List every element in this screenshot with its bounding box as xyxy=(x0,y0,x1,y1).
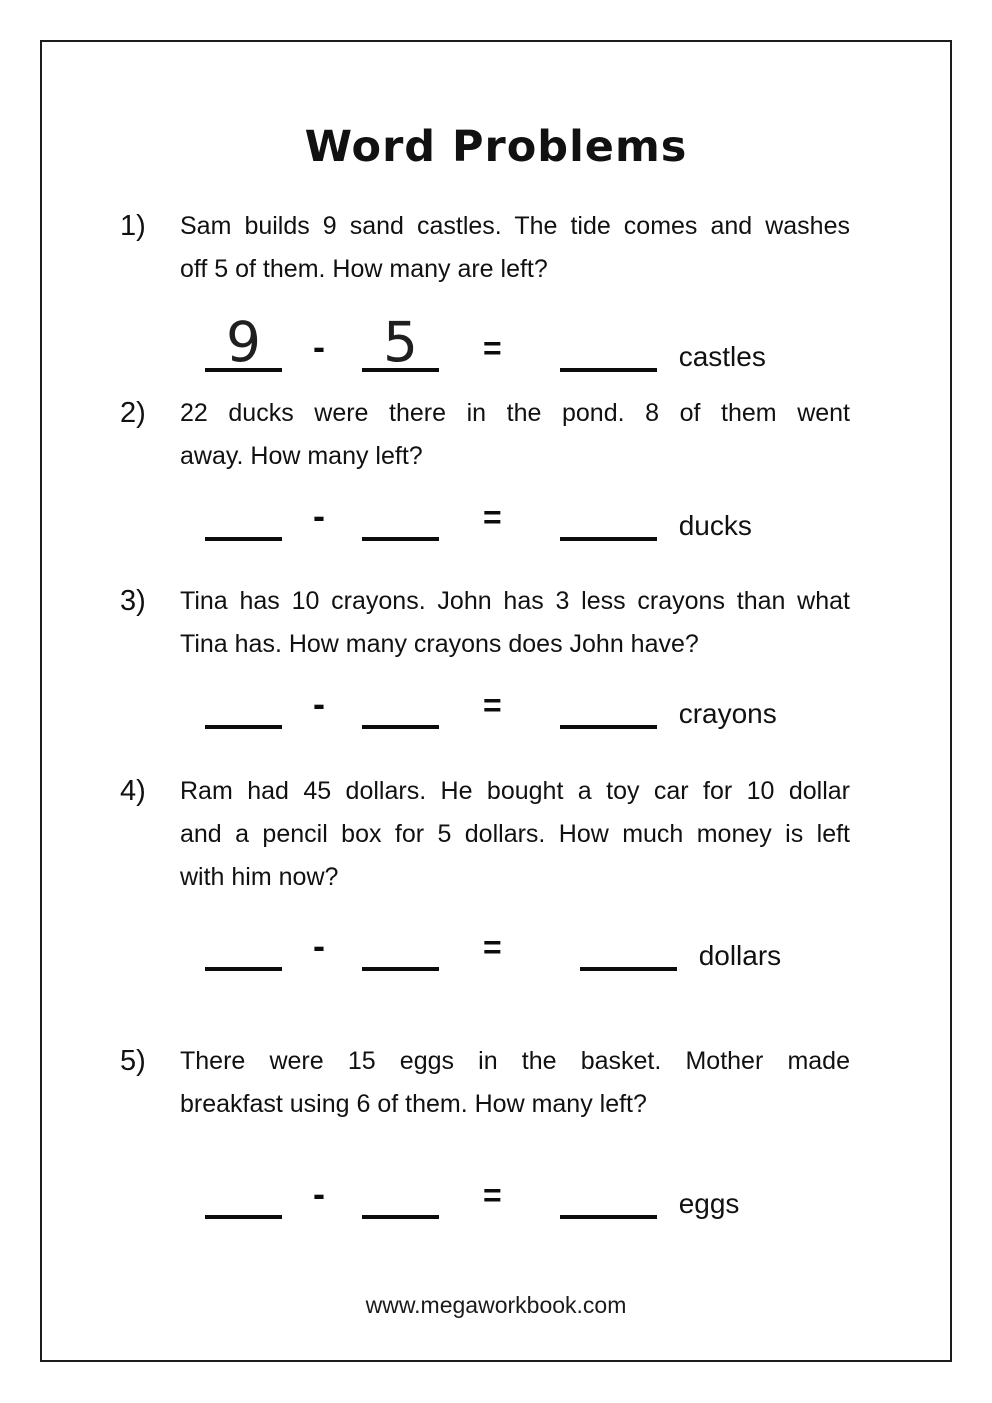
unit-label: eggs xyxy=(678,1188,740,1219)
equation-row-4 xyxy=(42,905,950,971)
equals-sign: = xyxy=(483,330,502,366)
problem-text xyxy=(180,205,850,291)
problem-number: 2) xyxy=(120,397,146,429)
answer-blank xyxy=(560,1215,657,1219)
answer-blank xyxy=(560,368,657,372)
operand1-blank xyxy=(205,967,282,971)
problem-text-line: and a pencil box for 5 dollars. How much money is left xyxy=(180,820,850,848)
minus-sign: - xyxy=(313,925,325,966)
operand2-blank xyxy=(362,537,439,541)
worksheet-page xyxy=(40,40,952,1362)
unit-label: ducks xyxy=(678,510,752,541)
answer-blank xyxy=(560,537,657,541)
equals-sign: = xyxy=(483,929,502,965)
operand2-blank xyxy=(362,967,439,971)
equation-row-3 xyxy=(42,663,950,729)
equation-row-1 xyxy=(42,306,950,375)
operand2-blank xyxy=(362,310,439,375)
operand2-blank xyxy=(362,1215,439,1219)
operand1-blank xyxy=(205,1215,282,1219)
page-title: Word Problems xyxy=(304,122,688,172)
problem-text-line: Tina has. How many crayons does John have? xyxy=(180,630,699,658)
handwritten-number: 9 xyxy=(226,310,261,375)
problem-text-line: off 5 of them. How many are left? xyxy=(180,255,548,283)
problem-text-line: Tina has 10 crayons. John has 3 less crayons than what xyxy=(180,587,850,615)
problem-text xyxy=(180,770,850,899)
operand1-blank xyxy=(205,537,282,541)
problem-text-line: Sam builds 9 sand castles. The tide comes and washes xyxy=(180,212,850,240)
equation-row-5 xyxy=(42,1153,950,1219)
answer-blank xyxy=(560,725,657,729)
operand1-blank xyxy=(205,725,282,729)
problem-text xyxy=(180,392,850,478)
website-footer: www.megaworkbook.com xyxy=(365,1292,627,1318)
answer-blank xyxy=(580,967,677,971)
problem-text-line: There were 15 eggs in the basket. Mother made xyxy=(180,1047,850,1075)
problem-text xyxy=(180,580,850,666)
minus-sign: - xyxy=(313,683,325,724)
equals-sign: = xyxy=(483,687,502,723)
problem-text-line: away. How many left? xyxy=(180,442,423,470)
problem-number: 4) xyxy=(120,775,146,807)
problem-number: 3) xyxy=(120,585,146,617)
equation-row-2 xyxy=(42,475,950,541)
problem-text xyxy=(180,1040,850,1126)
problem-number: 1) xyxy=(120,210,146,242)
handwritten-number: 5 xyxy=(383,310,418,375)
unit-label: dollars xyxy=(698,940,782,971)
problem-text-line: 22 ducks were there in the pond. 8 of them went xyxy=(180,399,850,427)
minus-sign: - xyxy=(313,326,325,367)
equals-sign: = xyxy=(483,499,502,535)
operand1-blank xyxy=(205,310,282,375)
minus-sign: - xyxy=(313,495,325,536)
problem-number: 5) xyxy=(120,1045,146,1077)
minus-sign: - xyxy=(313,1173,325,1214)
equals-sign: = xyxy=(483,1177,502,1213)
operand2-blank xyxy=(362,725,439,729)
problem-text-line: Ram had 45 dollars. He bought a toy car for 10 dollar xyxy=(180,777,850,805)
unit-label: castles xyxy=(678,341,766,372)
problem-text-line: breakfast using 6 of them. How many left? xyxy=(180,1090,647,1118)
problem-text-line: with him now? xyxy=(180,863,339,891)
unit-label: crayons xyxy=(678,698,777,729)
